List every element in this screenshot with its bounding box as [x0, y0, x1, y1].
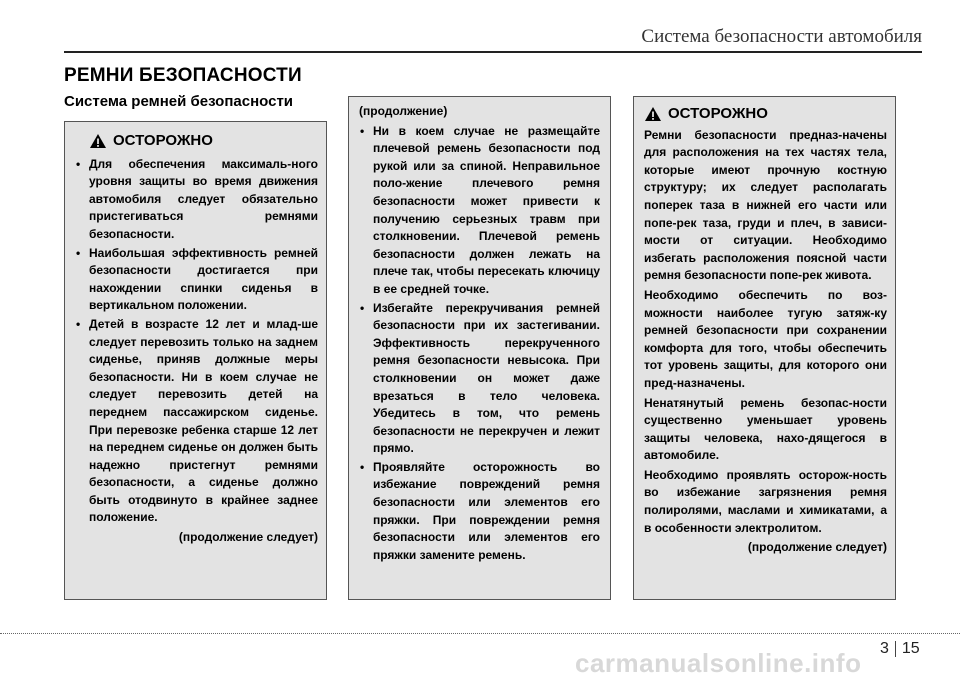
warning-heading — [89, 132, 318, 150]
warning-heading — [644, 105, 887, 123]
paragraph: Ремни безопасности предназ-начены для расположения на тех частях тела, которые имеют прочную костную структуру; их следует располагать поперек таза в нижней его части или попе-рек таза, груди и плеч, в зависи-мости от ситуации. Необходимо избегать расположения поясной части ремня безопасности попе-рек живота. — [644, 127, 887, 283]
footer-rule — [0, 633, 960, 634]
warning-heading-text: ОСТОРОЖНО — [668, 105, 768, 122]
list-item: • Избегайте перекручивания ремней безопасности при их застегивании. Эффективность перекрученного ремня безопасности невысока. При столкновении он может даже врезаться в тело человека. Убедитесь в том, что ремень безопасности не перекручен и лежит прямо. — [359, 300, 600, 458]
list-item: • Для обеспечения максималь-ного уровня защиты во время движения автомобиля следует обязательно пристегиваться ремнями безопасности. — [75, 156, 318, 244]
warning-box-1 — [64, 121, 327, 600]
paragraph: Необходимо проявлять осторож-ность во избежание загрязнения ремня полиролями, маслами и химикатами, а в особенности электролитом. — [644, 467, 887, 535]
continued-label: (продолжение следует) — [747, 540, 887, 555]
paragraph: Необходимо обеспечить по воз-можности наиболее тугую затяж-ку ремней безопасности при сохранении комфорта для того, чтобы обеспечить тот уровень защиты, для которого они пред-назначены. — [644, 287, 887, 390]
warning-box-3 — [633, 96, 896, 600]
continuation-label: (продолжение) — [359, 104, 448, 118]
page-number-value: 15 — [901, 640, 920, 657]
page-number-separator — [895, 641, 896, 657]
subsection-title: Система ремней безопасности — [64, 93, 294, 110]
warning-triangle-icon — [644, 106, 662, 122]
section-title: РЕМНИ БЕЗОПАСНОСТИ — [64, 65, 302, 86]
list-item: • Детей в возрасте 12 лет и млад-ше следует перевозить только на заднем сиденье, приняв должные меры безопасности. Ни в коем случае не следует перевозить детей на переднем пассажирском сиденье. При перевозке ребенка старше 12 лет на переднем сиденье он должен быть надежно пристегнут ремнями безопасности, а сиденье должно быть отодвинуто в крайнее заднее положение. — [75, 316, 318, 527]
warning-box-2 — [348, 96, 611, 600]
list-item: • Наибольшая эффективность ремней безопасности достигается при нахождении спинки сиденья в вертикальном положении. — [75, 245, 318, 315]
header-rule — [64, 51, 922, 53]
watermark: carmanualsonline.info — [575, 648, 862, 678]
list-item: • Проявляйте осторожность во избежание повреждений ремня безопасности или элементов его пряжки. При повреждении ремня безопасности или элементов его пряжки замените ремень. — [359, 459, 600, 565]
warning-heading-text: ОСТОРОЖНО — [113, 132, 213, 149]
page-number — [880, 640, 920, 658]
warning-triangle-icon — [89, 133, 107, 149]
warning-list — [75, 156, 318, 527]
warning-list — [359, 123, 600, 565]
continued-label: (продолжение следует) — [178, 530, 318, 545]
chapter-number: 3 — [880, 640, 889, 657]
list-item: • Ни в коем случае не размещайте плечевой ремень безопасности под рукой или за спиной. Неправильное поло-жение плечевого ремня безопасности может привести к получению серьезных травм при столкновении. Плечевой ремень безопасности должен лежать на плече так, чтобы пересекать ключицу в ее средней точке. — [359, 123, 600, 299]
paragraph: Ненатянутый ремень безопас-ности существенно уменьшает уровень защиты человека, нахо-дящегося в автомобиле. — [644, 395, 887, 463]
running-head: Система безопасности автомобиля — [641, 26, 922, 47]
